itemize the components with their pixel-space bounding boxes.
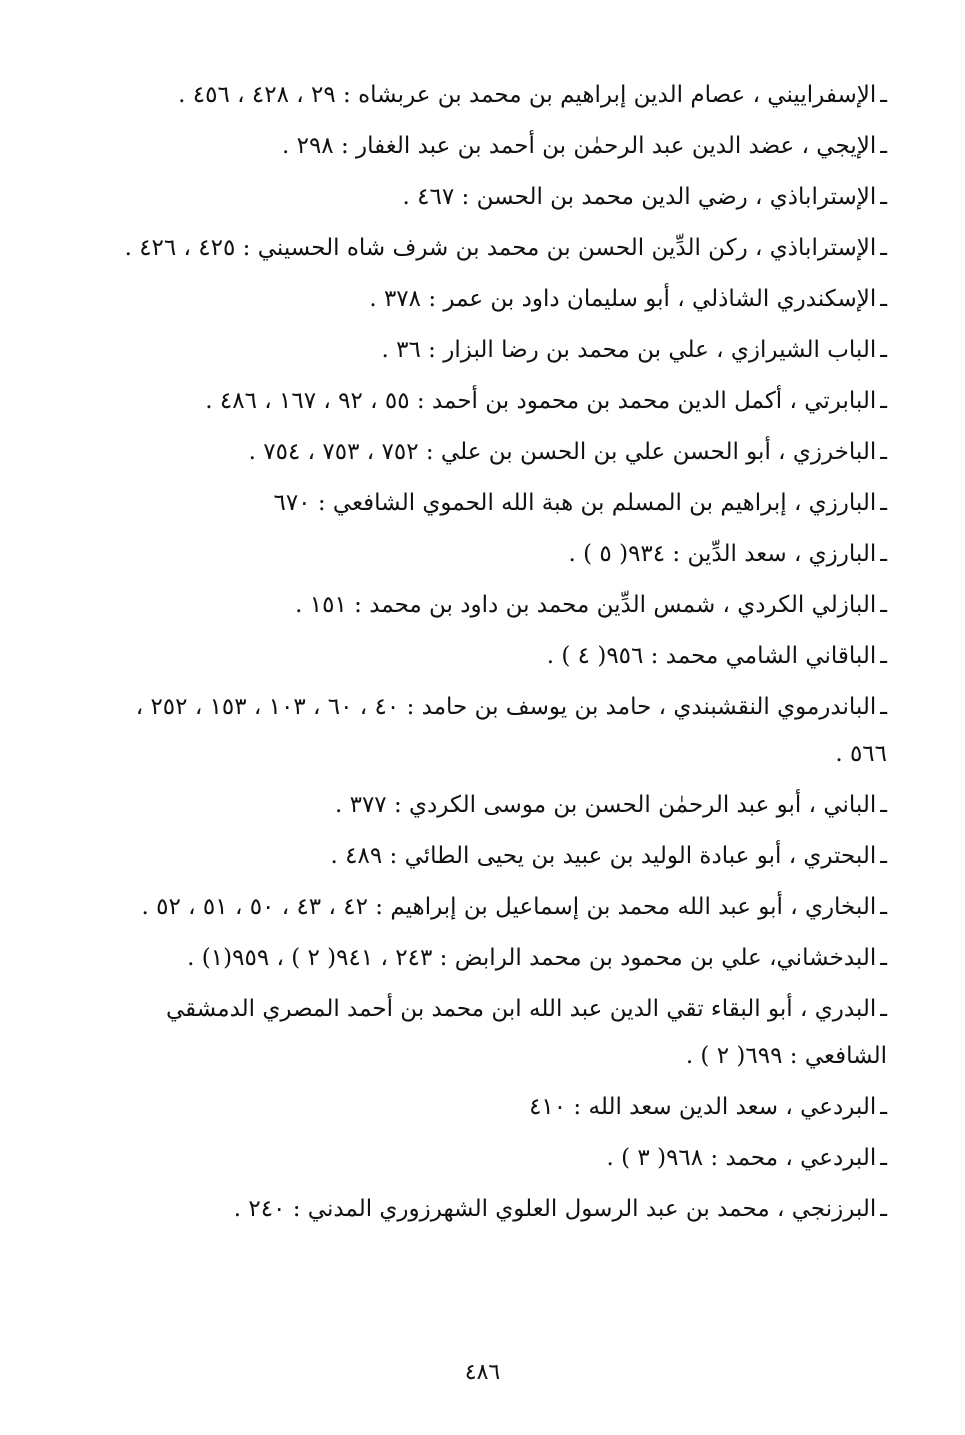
index-entry [97, 225, 887, 272]
entry-name: البارزي ، سعد الدِّين [687, 541, 877, 567]
entry-separator: : [703, 1145, 726, 1171]
entry-dash: ـ [880, 996, 887, 1022]
index-entry [97, 935, 887, 982]
entry-separator: : [386, 792, 410, 818]
entry-separator: : [285, 1196, 308, 1222]
entry-dash: ـ [880, 82, 887, 108]
entry-pages: ٢٤٣ ، ٩٤١( ٢ ) ، ٩٥٩(١) . [187, 945, 433, 971]
entry-name: الإستراباذي ، ركن الدِّين الحسن بن محمد بن شرف شاه الحسيني [257, 235, 877, 261]
entry-pages: ٩٦٨( ٣ ) . [606, 1145, 704, 1171]
index-entry [97, 1186, 887, 1233]
entry-name: الإستراباذي ، رضي الدين محمد بن الحسن [476, 184, 877, 210]
entry-pages: ٤٨٩ . [330, 843, 383, 869]
entry-pages: ٣٧٧ . [334, 792, 387, 818]
entry-dash: ـ [880, 133, 887, 159]
entry-separator: : [643, 643, 666, 669]
entry-pages: ٧٥٢ ، ٧٥٣ ، ٧٥٤ . [248, 439, 419, 465]
index-entry [97, 684, 887, 778]
index-entry [97, 782, 887, 829]
index-entry [97, 174, 887, 221]
entry-pages: ٢٤٠ . [233, 1196, 286, 1222]
entry-name: البدخشاني، علي بن محمود بن محمد الرابض [454, 945, 877, 971]
entry-pages: ٣٦ . [381, 337, 421, 363]
entry-name: الإيجي ، عضد الدين عبد الرحمٰن بن أحمد بن عبد الغفار [356, 133, 877, 159]
entry-pages: ٦٧٠ [273, 490, 311, 516]
entry-separator: : [346, 592, 370, 618]
entry-name: البابرتي ، أكمل الدين محمد بن محمود بن أحمد [431, 388, 877, 414]
entry-pages: ٤٢ ، ٤٣ ، ٥٠ ، ٥١ ، ٥٢ . [141, 894, 368, 920]
index-entry [97, 833, 887, 880]
entry-separator: : [310, 490, 333, 516]
index-entry [97, 378, 887, 425]
index-entry [97, 429, 887, 476]
entry-separator: : [235, 235, 258, 261]
index-entry [97, 1135, 887, 1182]
index-entry [97, 480, 887, 527]
entry-dash: ـ [880, 388, 887, 414]
index-entry [97, 884, 887, 931]
entry-pages: ٣٧٨ . [369, 286, 422, 312]
entry-dash: ـ [880, 843, 887, 869]
index-entries [97, 72, 887, 1237]
entry-dash: ـ [880, 439, 887, 465]
entry-separator: : [333, 133, 357, 159]
entry-separator: : [454, 184, 477, 210]
entry-pages: ٦٩٩( ٢ ) . [685, 1043, 783, 1069]
entry-separator: : [432, 945, 455, 971]
entry-name: البازلي الكردي ، شمس الدِّين محمد بن داود بن محمد [369, 592, 877, 618]
entry-pages: ٤٢٥ ، ٤٢٦ . [124, 235, 236, 261]
index-entry [97, 72, 887, 119]
entry-pages: ٤٦٧ . [402, 184, 455, 210]
entry-dash: ـ [880, 792, 887, 818]
index-entry [97, 582, 887, 629]
entry-name: الإسكندري الشاذلي ، أبو سليمان داود بن عمر [443, 286, 877, 312]
index-entry [97, 531, 887, 578]
index-entry [97, 1084, 887, 1131]
entry-dash: ـ [880, 286, 887, 312]
entry-dash: ـ [880, 235, 887, 261]
page-number: ٤٨٦ [464, 1360, 501, 1385]
entry-name: الباقاني الشامي محمد [665, 643, 877, 669]
entry-separator: : [382, 843, 405, 869]
entry-dash: ـ [880, 1094, 887, 1120]
entry-pages: ٢٩ ، ٤٢٨ ، ٤٥٦ . [178, 82, 336, 108]
entry-dash: ـ [880, 592, 887, 618]
entry-dash: ـ [880, 541, 887, 567]
entry-separator: : [418, 439, 441, 465]
entry-name: البارزي ، إبراهيم بن المسلم بن هبة الله الحموي الشافعي [332, 490, 877, 516]
entry-separator: : [409, 388, 432, 414]
entry-separator: : [420, 337, 444, 363]
entry-name: الباني ، أبو عبد الرحمٰن الحسن بن موسى الكردي [409, 792, 877, 818]
entry-name: الباب الشيرازي ، علي بن محمد بن رضا البزار [443, 337, 877, 363]
entry-separator: : [665, 541, 688, 567]
entry-dash: ـ [880, 1196, 887, 1222]
entry-separator: : [566, 1094, 589, 1120]
entry-name: الباخرزي ، أبو الحسن علي بن الحسن بن علي [440, 439, 877, 465]
index-entry [97, 986, 887, 1080]
index-entry [97, 123, 887, 170]
entry-separator: : [335, 82, 359, 108]
entry-separator: : [421, 286, 444, 312]
entry-dash: ـ [880, 490, 887, 516]
entry-name: الإسفراييني ، عصام الدين إبراهيم بن محمد بن عربشاه [358, 82, 877, 108]
index-entry [97, 633, 887, 680]
entry-name: البخاري ، أبو عبد الله محمد بن إسماعيل بن إبراهيم [390, 894, 877, 920]
entry-dash: ـ [880, 945, 887, 971]
entry-name: البدري ، أبو البقاء تقي الدين عبد الله ابن محمد بن أحمد المصري الدمشقي الشافعي [165, 996, 887, 1069]
index-entry [97, 276, 887, 323]
entry-name: البردعي ، محمد [725, 1145, 877, 1171]
entry-pages: ٤٠ ، ٦٠ ، ١٠٣ ، ١٥٣ ، ٢٥٢ ، ٥٦٦ . [135, 694, 887, 767]
entry-dash: ـ [880, 894, 887, 920]
entry-dash: ـ [880, 694, 887, 720]
entry-pages: ٢٩٨ . [281, 133, 334, 159]
entry-separator: : [782, 1043, 805, 1069]
entry-dash: ـ [880, 1145, 887, 1171]
entry-dash: ـ [880, 184, 887, 210]
entry-pages: ٩٥٦( ٤ ) . [546, 643, 644, 669]
entry-dash: ـ [880, 643, 887, 669]
entry-dash: ـ [880, 337, 887, 363]
entry-pages: ١٥١ . [295, 592, 347, 618]
entry-pages: ٤١٠ [529, 1094, 567, 1120]
entry-pages: ٥٥ ، ٩٢ ، ١٦٧ ، ٤٨٦ . [205, 388, 410, 414]
entry-name: البردعي ، سعد الدين سعد الله [588, 1094, 877, 1120]
entry-separator: : [399, 694, 422, 720]
entry-separator: : [367, 894, 391, 920]
entry-name: البحتري ، أبو عبادة الوليد بن عبيد بن يحيى الطائي [404, 843, 877, 869]
entry-pages: ٩٣٤( ٥ ) . [568, 541, 666, 567]
index-entry [97, 327, 887, 374]
entry-name: الباندرموي النقشبندي ، حامد بن يوسف بن حامد [421, 694, 877, 720]
entry-name: البرزنجي ، محمد بن عبد الرسول العلوي الشهرزوري المدني [307, 1196, 877, 1222]
